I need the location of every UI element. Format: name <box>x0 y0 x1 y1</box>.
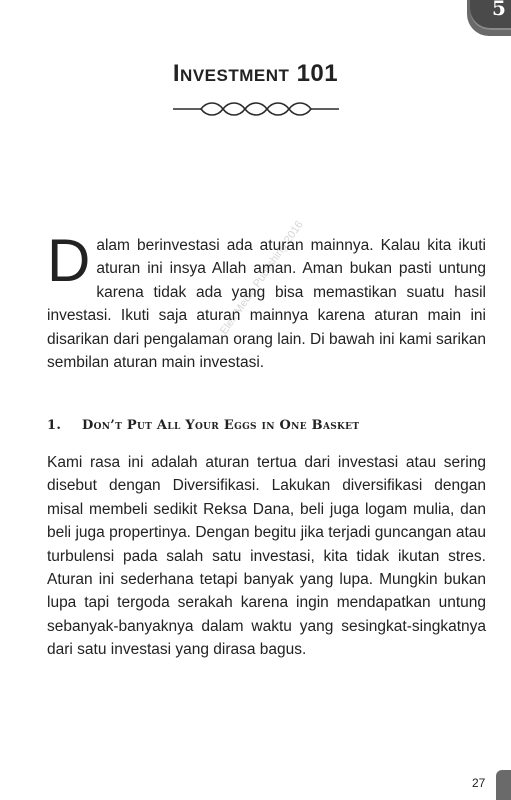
intro-text: alam berinvestasi ada aturan mainnya. Kalau kita ikuti aturan ini insya Allah aman. Aman bukan pasti untung karena tidak ada yang bisa memastikan suatu hasil investasi. Ikuti saja aturan mainnya karena aturan main ini disarikan dari pengalaman orang lain. Di bawah ini kami sarikan sembilan aturan main investasi. <box>47 237 486 372</box>
section-number: 1. <box>47 418 62 433</box>
page-edge-tab <box>496 770 511 800</box>
chapter-tab-number: 5 <box>492 0 506 20</box>
drop-cap: D <box>47 227 91 294</box>
watermark: Elex Media Publishing 2016 <box>218 218 306 337</box>
section-paragraph: Kami rasa ini adalah aturan tertua dari investasi atau sering disebut dengan Diversifikasi. Lakukan diversifikasi dengan misal membeli sedikit Reksa Dana, beli juga logam mulia, dan beli juga propertinya. Dengan begitu jika terjadi guncangan atau turbulensi pada salah satu investasi, kita tidak ikutan stres. Aturan ini sederhana tetapi banyak yang lupa. Mungkin bukan lupa tapi tergoda serakah karena ingin mendapatkan untung sebanyak-banyaknya dalam waktu yang sesingkat-singkatnya dari satu investasi yang dirasa bagus. <box>47 454 486 659</box>
page-title: Investment 101 <box>172 60 339 87</box>
intro-paragraph <box>47 227 486 374</box>
title-ornament-icon <box>171 98 341 120</box>
section-title: Don’t Put All Your Eggs in One Basket <box>82 418 360 433</box>
page-number: 27 <box>472 776 486 790</box>
section-heading <box>47 418 359 433</box>
